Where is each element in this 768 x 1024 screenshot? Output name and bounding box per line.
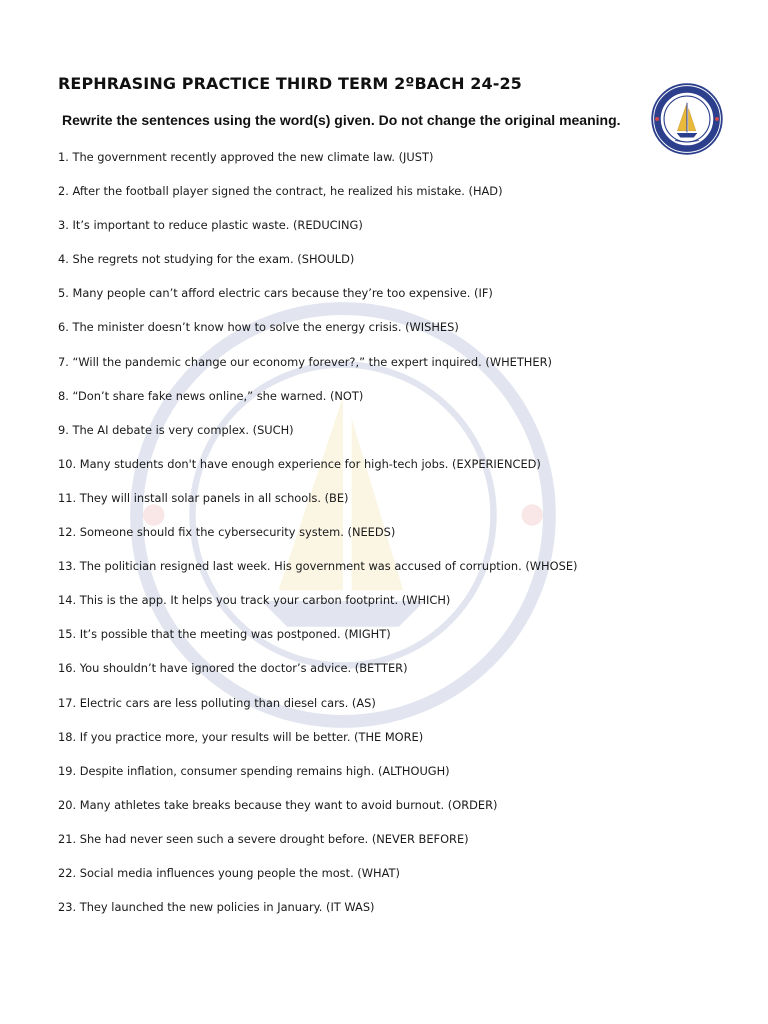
list-item: 10. Many students don't have enough experience for high-tech jobs. (EXPERIENCED) (58, 456, 541, 471)
list-item: 22. Social media influences young people the most. (WHAT) (58, 865, 400, 880)
list-item: 6. The minister doesn’t know how to solve the energy crisis. (WISHES) (58, 320, 459, 335)
list-item: 23. They launched the new policies in January. (IT WAS) (58, 900, 375, 915)
list-item: 21. She had never seen such a severe drought before. (NEVER BEFORE) (58, 831, 469, 846)
list-item: 12. Someone should fix the cybersecurity system. (NEEDS) (58, 525, 396, 540)
list-item: 7. “Will the pandemic change our economy forever?,” the expert inquired. (WHETHER) (58, 354, 552, 369)
instruction-text: Rewrite the sentences using the word(s) given. Do not change the original meaning. (62, 112, 621, 128)
list-item: 8. “Don’t share fake news online,” she warned. (NOT) (58, 388, 364, 403)
sentence-list (58, 150, 577, 934)
list-item: 18. If you practice more, your results will be better. (THE MORE) (58, 729, 424, 744)
list-item: 9. The AI debate is very complex. (SUCH) (58, 422, 294, 437)
list-item: 5. Many people can’t afford electric cars because they’re too expensive. (IF) (58, 286, 493, 301)
list-item: 4. She regrets not studying for the exam. (SHOULD) (58, 252, 355, 267)
list-item: 1. The government recently approved the new climate law. (JUST) (58, 150, 434, 164)
list-item: 13. The politician resigned last week. His government was accused of corruption. (WHOSE) (58, 559, 578, 574)
list-item: 2. After the football player signed the contract, he realized his mistake. (HAD) (58, 184, 503, 199)
list-item: 20. Many athletes take breaks because they want to avoid burnout. (ORDER) (58, 797, 498, 812)
list-item: 16. You shouldn’t have ignored the doctor’s advice. (BETTER) (58, 661, 408, 676)
list-item: 17. Electric cars are less polluting than diesel cars. (AS) (58, 695, 376, 710)
list-item: 14. This is the app. It helps you track your carbon footprint. (WHICH) (58, 593, 451, 608)
list-item: 19. Despite inflation, consumer spending remains high. (ALTHOUGH) (58, 763, 450, 778)
sailboat-seal-icon (650, 82, 724, 156)
list-item: 11. They will install solar panels in all schools. (BE) (58, 490, 349, 505)
list-item: 3. It’s important to reduce plastic waste. (REDUCING) (58, 218, 363, 233)
list-item: 15. It’s possible that the meeting was postponed. (MIGHT) (58, 627, 391, 642)
page-title: REPHRASING PRACTICE THIRD TERM 2ºBACH 24-25 (58, 74, 522, 93)
